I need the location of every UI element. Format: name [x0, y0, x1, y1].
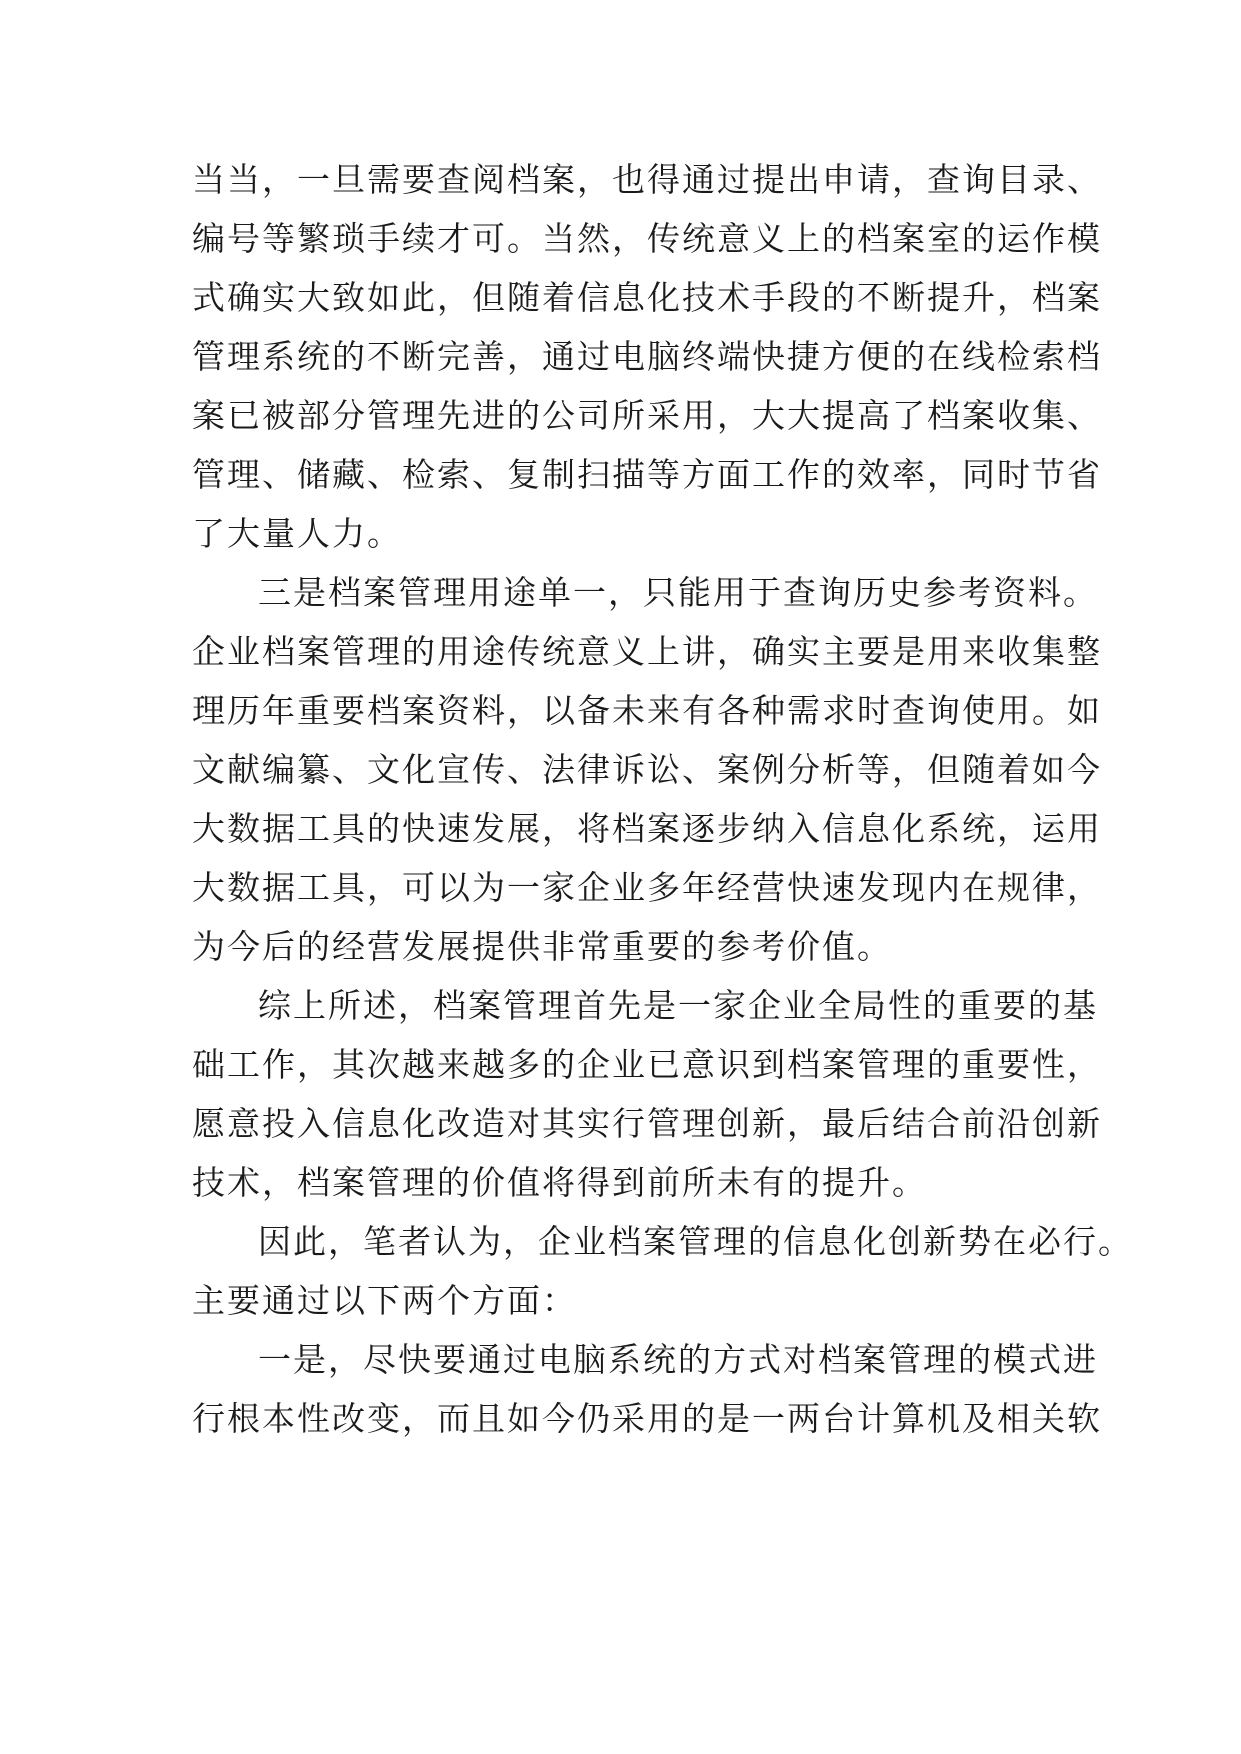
body-text [192, 150, 1133, 1448]
text-line: 管理、储藏、检索、复制扫描等方面工作的效率，同时节省 [192, 455, 1102, 494]
text-line: 行根本性改变，而且如今仍采用的是一两台计算机及相关软 [192, 1399, 1102, 1438]
text-line: 愿意投入信息化改造对其实行管理创新，最后结合前沿创新 [192, 1104, 1102, 1143]
text-line: 综上所述，档案管理首先是一家企业全局性的重要的基 [258, 986, 1098, 1025]
text-line: 三是档案管理用途单一，只能用于查询历史参考资料。 [258, 573, 1098, 612]
text-line: 础工作，其次越来越多的企业已意识到档案管理的重要性， [192, 1045, 1102, 1084]
text-line: 一是，尽快要通过电脑系统的方式对档案管理的模式进 [258, 1340, 1098, 1379]
text-line: 大数据工具，可以为一家企业多年经营快速发现内在规律， [192, 868, 1102, 907]
text-line: 案已被部分管理先进的公司所采用，大大提高了档案收集、 [192, 396, 1102, 435]
text-line: 管理系统的不断完善，通过电脑终端快捷方便的在线检索档 [192, 337, 1102, 376]
text-line: 企业档案管理的用途传统意义上讲，确实主要是用来收集整 [192, 632, 1102, 671]
text-line: 了大量人力。 [192, 514, 402, 553]
text-line: 式确实大致如此，但随着信息化技术手段的不断提升，档案 [192, 278, 1102, 317]
text-line: 主要通过以下两个方面： [192, 1281, 577, 1320]
text-line: 为今后的经营发展提供非常重要的参考价值。 [192, 927, 892, 966]
text-line: 编号等繁琐手续才可。当然，传统意义上的档案室的运作模 [192, 219, 1102, 258]
text-line: 因此，笔者认为，企业档案管理的信息化创新势在必行。 [258, 1222, 1133, 1261]
text-line: 文献编纂、文化宣传、法律诉讼、案例分析等，但随着如今 [192, 750, 1102, 789]
text-line: 技术，档案管理的价值将得到前所未有的提升。 [192, 1163, 927, 1202]
text-line: 大数据工具的快速发展，将档案逐步纳入信息化系统，运用 [192, 809, 1102, 848]
text-line: 理历年重要档案资料，以备未来有各种需求时查询使用。如 [192, 691, 1102, 730]
text-line: 当当，一旦需要查阅档案，也得通过提出申请，查询目录、 [192, 160, 1102, 199]
